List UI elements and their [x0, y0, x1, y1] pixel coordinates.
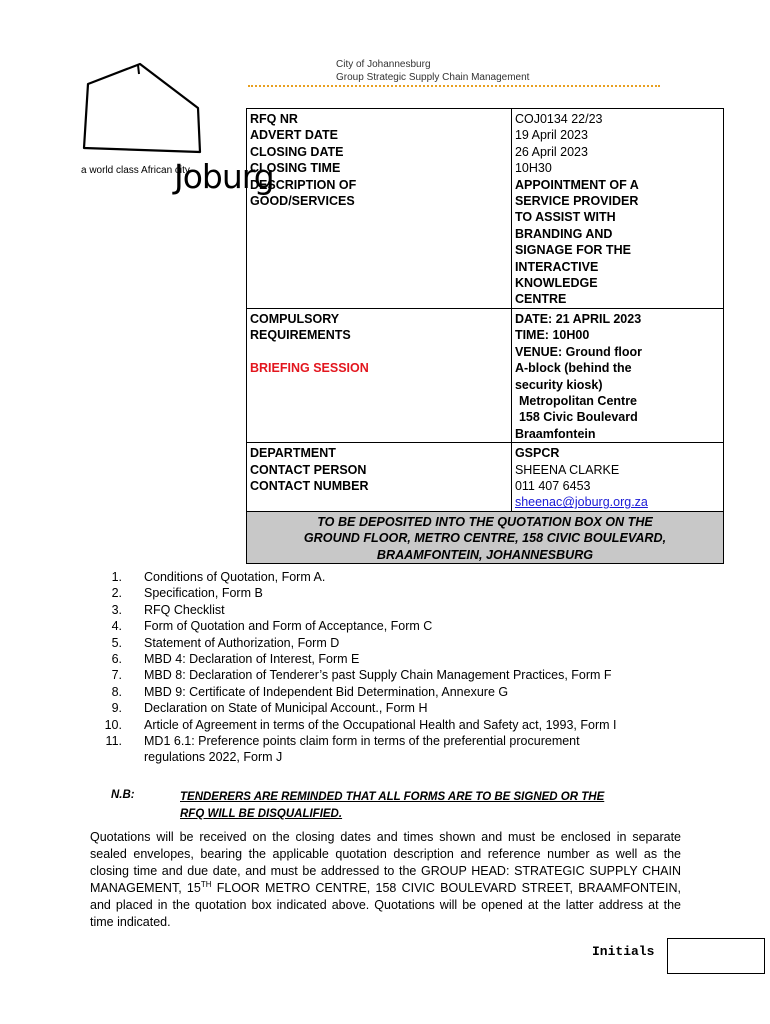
table-row — [247, 443, 724, 512]
contact-email-link[interactable]: sheenac@joburg.org.za — [514, 495, 648, 510]
rfq-details-table — [246, 108, 724, 564]
list-item: 6. MBD 4: Declaration of Interest, Form E — [111, 652, 360, 667]
list-item: 10. Article of Agreement in terms of the Occupational Health and Safety act, 1993, Form I — [104, 717, 617, 732]
compulsory-label: COMPULSORY — [250, 311, 340, 326]
header-org: City of Johannesburg — [336, 59, 431, 70]
list-item: 4. Form of Quotation and Form of Acceptance, Form C — [111, 619, 433, 634]
department-value: GSPCR — [514, 446, 560, 461]
initials-box[interactable] — [667, 938, 765, 974]
contact-number-value: 011 407 6453 — [514, 478, 591, 493]
closing-date-label: CLOSING DATE — [250, 144, 344, 159]
logo-wordmark: Joburg — [174, 157, 274, 196]
header-divider — [248, 85, 660, 87]
list-item: 3. RFQ Checklist — [111, 602, 225, 617]
contact-person-value: SHEENA CLARKE — [514, 462, 620, 477]
contact-number-label: CONTACT NUMBER — [250, 478, 369, 493]
initials-label: Initials — [592, 944, 655, 959]
logo-tagline: a world class African city — [81, 165, 190, 176]
list-item: 11. MD1 6.1: Preference points claim form in terms of the preferential procurement — [105, 734, 580, 749]
forms-list — [92, 569, 692, 766]
list-item: 9. Declaration on State of Municipal Account., Form H — [111, 701, 428, 716]
closing-date-value: 26 April 2023 — [514, 144, 588, 159]
advert-date-label: ADVERT DATE — [250, 128, 338, 143]
nb-label: N.B: — [111, 789, 135, 801]
joburg-logo-outline-icon — [80, 60, 220, 170]
list-item: 8. MBD 9: Certificate of Independent Bid Determination, Annexure G — [111, 684, 509, 699]
quotation-instructions: Quotations will be received on the closing dates and times shown and must be enclosed in separate sealed envelopes, bearing the applicable quotation description and reference number as well as the closing time and due date, and must be addressed to the GROUP HEAD: STRATEGIC SUPPLY CHAIN MANAGEMENT, 15TH FLOOR METRO CENTRE, 158 CIVIC BOULEVARD STREET, BRAAMFONTEIN, and placed in the quotation box indicated above. Quotations will be opened at the latter address at the time indicated. — [90, 830, 681, 929]
table-row — [247, 308, 724, 442]
list-item: 2. Specification, Form B — [111, 586, 263, 601]
contact-person-label: CONTACT PERSON — [250, 462, 367, 477]
nb-warning: TENDERERS ARE REMINDED THAT ALL FORMS ARE TO BE SIGNED OR THE RFQ WILL BE DISQUALIFIED. — [180, 791, 605, 820]
rfq-nr-label: RFQ NR — [250, 112, 298, 126]
table-row — [247, 109, 724, 309]
rfq-nr-value: COJ0134 22/23 — [514, 112, 603, 126]
compulsory-label: REQUIREMENTS — [250, 328, 351, 343]
deposit-note: TO BE DEPOSITED INTO THE QUOTATION BOX ON THE GROUND FLOOR, METRO CENTRE, 158 CIVIC BOULEVARD, BRAAMFONTEIN, JOHANNESBURG — [247, 511, 724, 563]
closing-time-value: 10H30 — [514, 161, 552, 176]
department-label: DEPARTMENT — [250, 446, 336, 461]
advert-date-value: 19 April 2023 — [514, 128, 588, 143]
description-label: DESCRIPTION OF — [250, 177, 357, 192]
closing-time-label: CLOSING TIME — [250, 161, 341, 176]
description-label: GOOD/SERVICES — [250, 194, 355, 209]
table-row — [247, 511, 724, 563]
list-item: regulations 2022, Form J — [144, 750, 283, 765]
list-item: 1. Conditions of Quotation, Form A. — [111, 570, 326, 584]
briefing-session-label: BRIEFING SESSION — [250, 361, 369, 376]
list-item: 5. Statement of Authorization, Form D — [111, 635, 340, 650]
briefing-session-details: DATE: 21 APRIL 2023 TIME: 10H00 VENUE: Ground floor A-block (behind the security kiosk) Metropolitan Centre 158 Civic Boulevard Braamfontein — [511, 308, 723, 442]
description-value: APPOINTMENT OF A SERVICE PROVIDER TO ASSIST WITH BRANDING AND SIGNAGE FOR THE INTERACTIVE KNOWLEDGE CENTRE — [514, 177, 639, 307]
header-department: Group Strategic Supply Chain Management — [336, 72, 530, 83]
list-item: 7. MBD 8: Declaration of Tenderer’s past Supply Chain Management Practices, Form F — [111, 668, 612, 683]
